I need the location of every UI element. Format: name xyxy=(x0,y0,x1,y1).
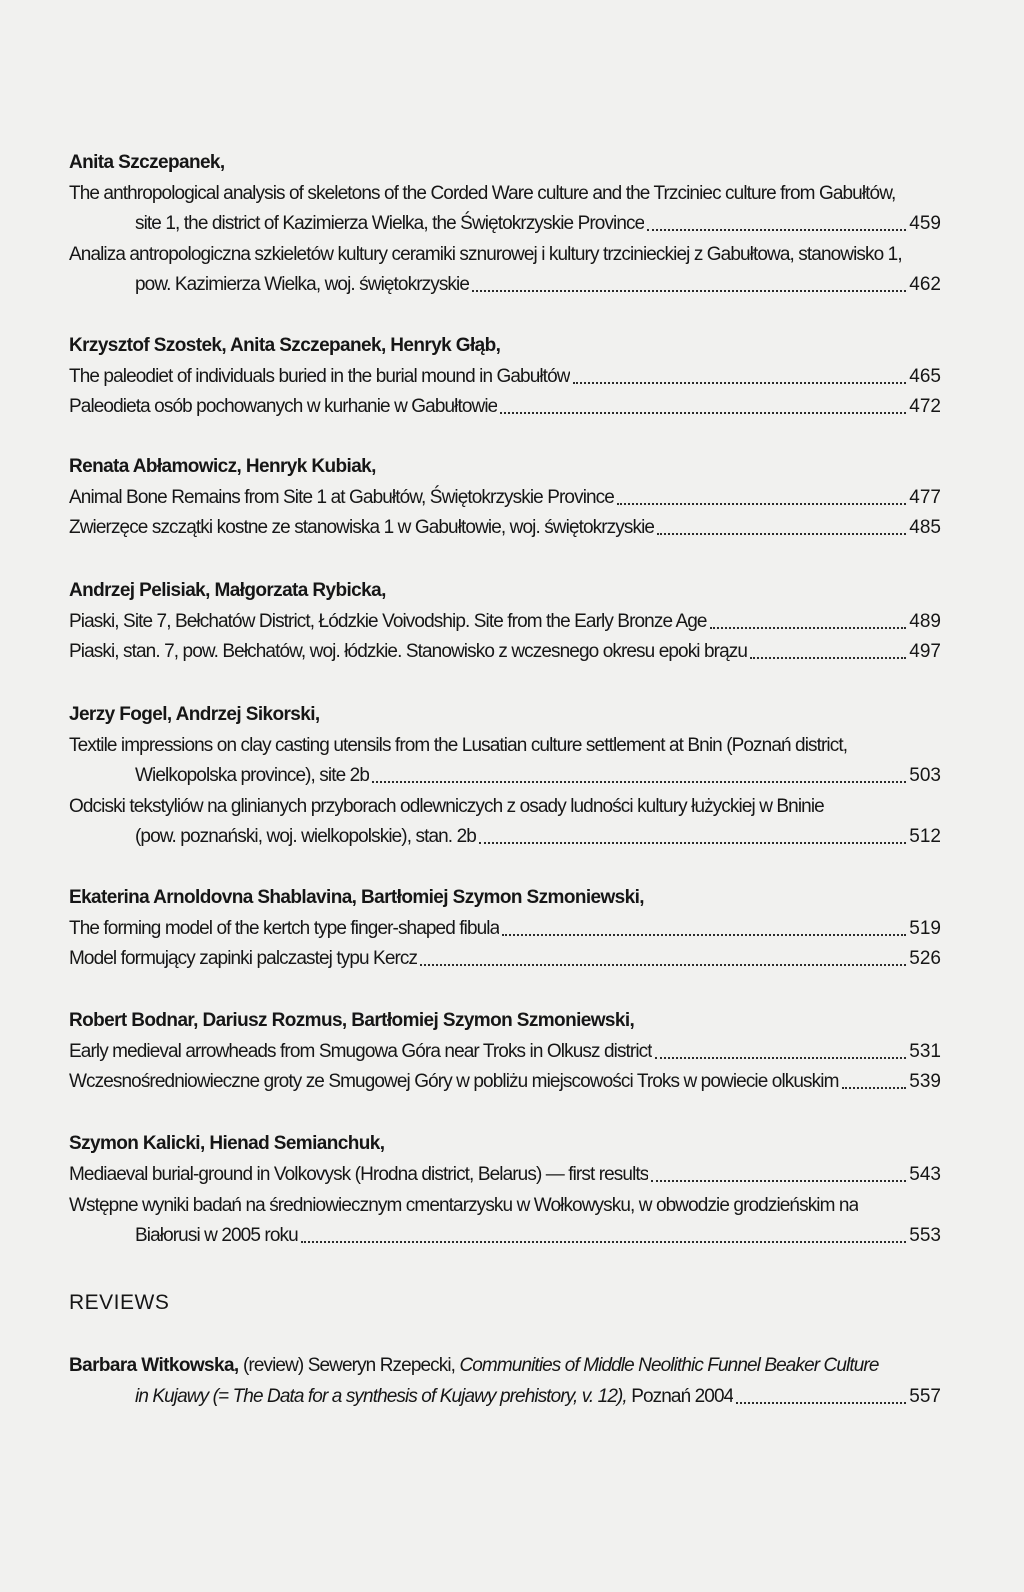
entry-authors: Krzysztof Szostek, Anita Szczepanek, Henryk Głąb, xyxy=(69,335,501,356)
page-number: 539 xyxy=(909,1071,941,1092)
entry-authors: Jerzy Fogel, Andrzej Sikorski, xyxy=(69,704,320,725)
page-number: 553 xyxy=(909,1225,941,1246)
toc-item[interactable]: Piaski, stan. 7, pow. Bełchatów, woj. łódzkie. Stanowisko z wczesnego okresu epoki brązu 497 xyxy=(69,639,941,665)
entry-authors: Robert Bodnar, Dariusz Rozmus, Bartłomiej Szymon Szmoniewski, xyxy=(69,1010,635,1031)
toc-item[interactable]: Early medieval arrowheads from Smugowa Góra near Troks in Olkusz district 531 xyxy=(69,1039,941,1065)
page-number: 557 xyxy=(909,1386,941,1407)
toc-item[interactable]: The paleodiet of individuals buried in the burial mound in Gabułtów 465 xyxy=(69,364,941,390)
page-number: 519 xyxy=(909,918,941,939)
page-number: 462 xyxy=(909,274,941,295)
toc-item[interactable]: Paleodieta osób pochowanych w kurhanie w Gabułtowie 472 xyxy=(69,394,941,420)
entry-title-line: The anthropological analysis of skeletons of the Corded Ware culture and the Trzciniec culture from Gabułtów, xyxy=(69,183,896,204)
page-number: 497 xyxy=(909,641,941,662)
toc-item[interactable]: Animal Bone Remains from Site 1 at Gabułtów, Świętokrzyskie Province 477 xyxy=(69,485,941,511)
toc-item[interactable]: in Kujawy (= The Data for a synthesis of Kujawy prehistory, v. 12), Poznań 2004 557 xyxy=(135,1384,941,1410)
page-number: 485 xyxy=(909,517,941,538)
toc-item[interactable]: Wczesnośredniowieczne groty ze Smugowej Góry w pobliżu miejscowości Troks w powiecie olkuskim 539 xyxy=(69,1069,941,1095)
entry-title-line: Analiza antropologiczna szkieletów kultury ceramiki sznurowej i kultury trzcinieckiej z Gabułtowa, stanowisko 1, xyxy=(69,244,902,265)
toc-item[interactable]: site 1, the district of Kazimierza Wielka, the Świętokrzyskie Province 459 xyxy=(135,211,941,237)
entry-title-line: Textile impressions on clay casting utensils from the Lusatian culture settlement at Bnin (Poznań district, xyxy=(69,735,848,756)
toc-item[interactable]: Wielkopolska province), site 2b 503 xyxy=(135,763,941,789)
review-title-line: Barbara Witkowska, (review) Seweryn Rzepecki, Communities of Middle Neolithic Funnel Beaker Culture xyxy=(69,1355,879,1376)
page-number: 489 xyxy=(909,611,941,632)
toc-item[interactable]: Piaski, Site 7, Bełchatów District, Łódzkie Voivodship. Site from the Early Bronze Age 489 xyxy=(69,609,941,635)
page-number: 543 xyxy=(909,1164,941,1185)
entry-authors: Ekaterina Arnoldovna Shablavina, Bartłomiej Szymon Szmoniewski, xyxy=(69,887,644,908)
entry-title-line: Wstępne wyniki badań na średniowiecznym cmentarzysku w Wołkowysku, w obwodzie grodzieńskim na xyxy=(69,1195,859,1216)
page-number: 465 xyxy=(909,366,941,387)
page-number: 459 xyxy=(909,213,941,234)
page-number: 477 xyxy=(909,487,941,508)
toc-item[interactable]: Mediaeval burial-ground in Volkovysk (Hrodna district, Belarus) — first results 543 xyxy=(69,1162,941,1188)
review-book-title: Communities of Middle Neolithic Funnel Beaker Culture xyxy=(459,1355,879,1376)
entry-title-line: Odciski tekstyliów na glinianych przyborach odlewniczych z osady ludności kultury łużyckiej w Bninie xyxy=(69,796,824,817)
toc-item[interactable]: Białorusi w 2005 roku 553 xyxy=(135,1223,941,1249)
reviews-heading: REVIEWS xyxy=(69,1291,170,1314)
page-number: 512 xyxy=(909,826,941,847)
page-number: 503 xyxy=(909,765,941,786)
entry-authors: Anita Szczepanek, xyxy=(69,152,225,173)
toc-item[interactable]: Zwierzęce szczątki kostne ze stanowiska 1 w Gabułtowie, woj. świętokrzyskie 485 xyxy=(69,515,941,541)
review-author: Barbara Witkowska, xyxy=(69,1355,239,1376)
page-number: 472 xyxy=(909,396,941,417)
entry-authors: Renata Abłamowicz, Henryk Kubiak, xyxy=(69,456,376,477)
entry-authors: Szymon Kalicki, Hienad Semianchuk, xyxy=(69,1133,385,1154)
entry-authors: Andrzej Pelisiak, Małgorzata Rybicka, xyxy=(69,580,386,601)
toc-item[interactable]: pow. Kazimierza Wielka, woj. świętokrzyskie 462 xyxy=(135,272,941,298)
page-number: 531 xyxy=(909,1041,941,1062)
toc-item[interactable]: The forming model of the kertch type finger-shaped fibula 519 xyxy=(69,916,941,942)
toc-item[interactable]: Model formujący zapinki palczastej typu Kercz 526 xyxy=(69,946,941,972)
toc-item[interactable]: (pow. poznański, woj. wielkopolskie), stan. 2b 512 xyxy=(135,824,941,850)
page-number: 526 xyxy=(909,948,941,969)
